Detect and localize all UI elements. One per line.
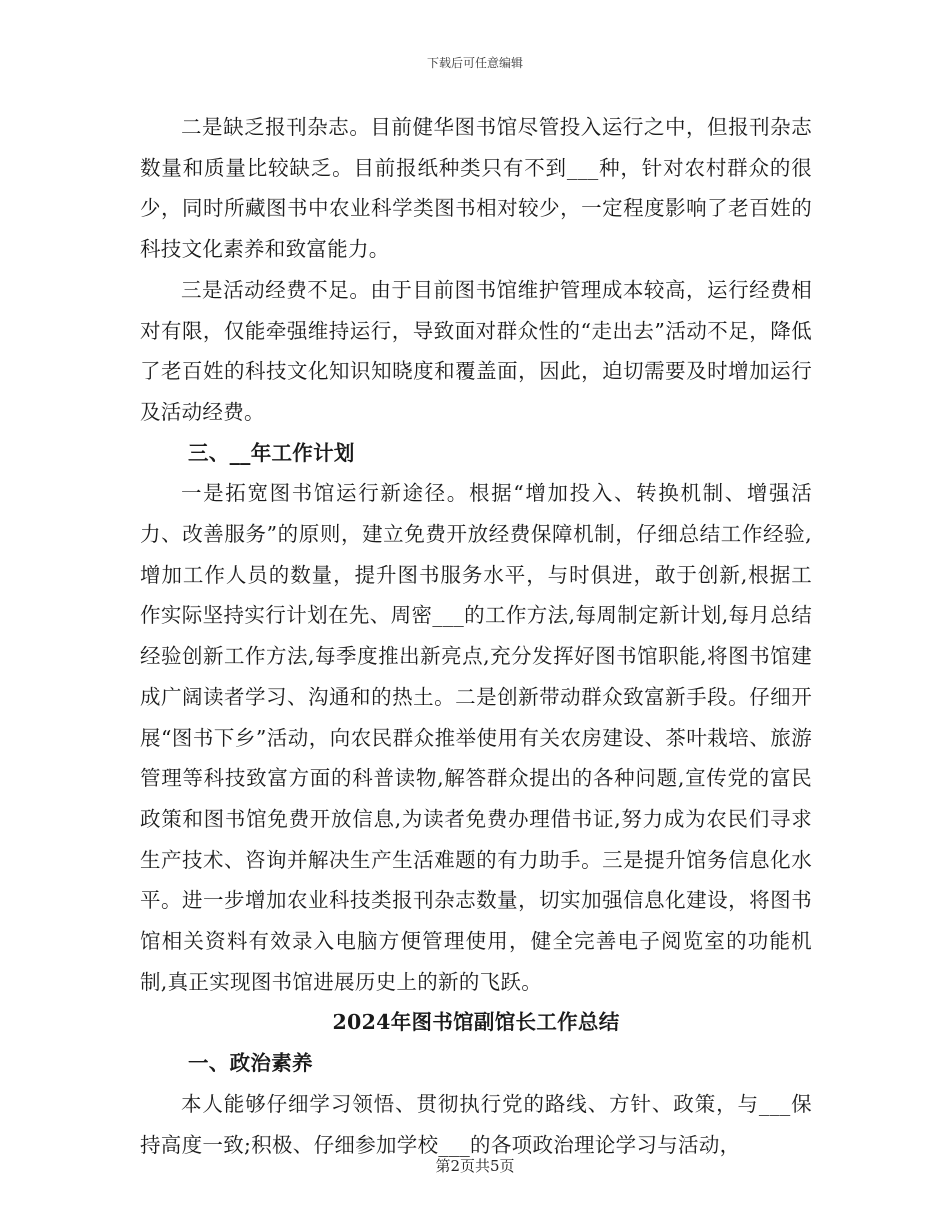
section-heading-work-plan: 三、__年工作计划 [188,440,355,465]
paragraph-lack-of-periodicals: 二是缺乏报刊杂志。目前健华图书馆尽管投入运行之中，但报刊杂志数量和质量比较缺乏。目前报纸种类只有不到___种，针对农村群众的很少，同时所藏图书中农业科学类图书相对较少，一定程度影响了老百姓的科技文化素养和致富能力。 [140,115,812,262]
page-header-note: 下载后可任意编辑 [426,56,523,70]
page-number: 第2页共5页 [435,1157,515,1175]
paragraph-insufficient-funds: 三是活动经费不足。由于目前图书馆维护管理成本较高，运行经费相对有限，仅能牵强维持运行，导致面对群众性的“走出去”活动不足，降低了老百姓的科技文化知识知晓度和覆盖面，因此，迫切需要及时增加运行及活动经费。 [140,277,812,424]
paragraph-political: 本人能够仔细学习领悟、贯彻执行党的路线、方针、政策，与___保持高度一致;积极、仔细参加学校___的各项政治理论学习与活动， [140,1091,812,1157]
document-body [140,107,812,1165]
document-title: 2024年图书馆副馆长工作总结 [332,1010,620,1035]
paragraph-work-plan: 一是拓宽图书馆运行新途径。根据“增加投入、转换机制、增强活力、改善服务”的原则，建立免费开放经费保障机制，仔细总结工作经验,增加工作人员的数量，提升图书服务水平，与时俱进，敢于创新,根据工作实际坚持实行计划在先、周密___的工作方法,每周制定新计划,每月总结经验创新工作方法,每季度推出新亮点,充分发挥好图书馆职能,将图书馆建成广阔读者学习、沟通和的热土。二是创新带动群众致富新手段。仔细开展“图书下乡”活动，向农民群众推举使用有关农房建设、茶叶栽培、旅游管理等科技致富方面的科普读物,解答群众提出的各种问题,宣传党的富民政策和图书馆免费开放信息,为读者免费办理借书证,努力成为农民们寻求生产技术、咨询并解决生产生活难题的有力助手。三是提升馆务信息化水平。进一步增加农业科技类报刊杂志数量，切实加强信息化建设，将图书馆相关资料有效录入电脑方便管理使用，健全完善电子阅览室的功能机制,真正实现图书馆进展历史上的新的飞跃。 [140,481,812,994]
section-heading-political: 一、政治素养 [188,1051,313,1076]
